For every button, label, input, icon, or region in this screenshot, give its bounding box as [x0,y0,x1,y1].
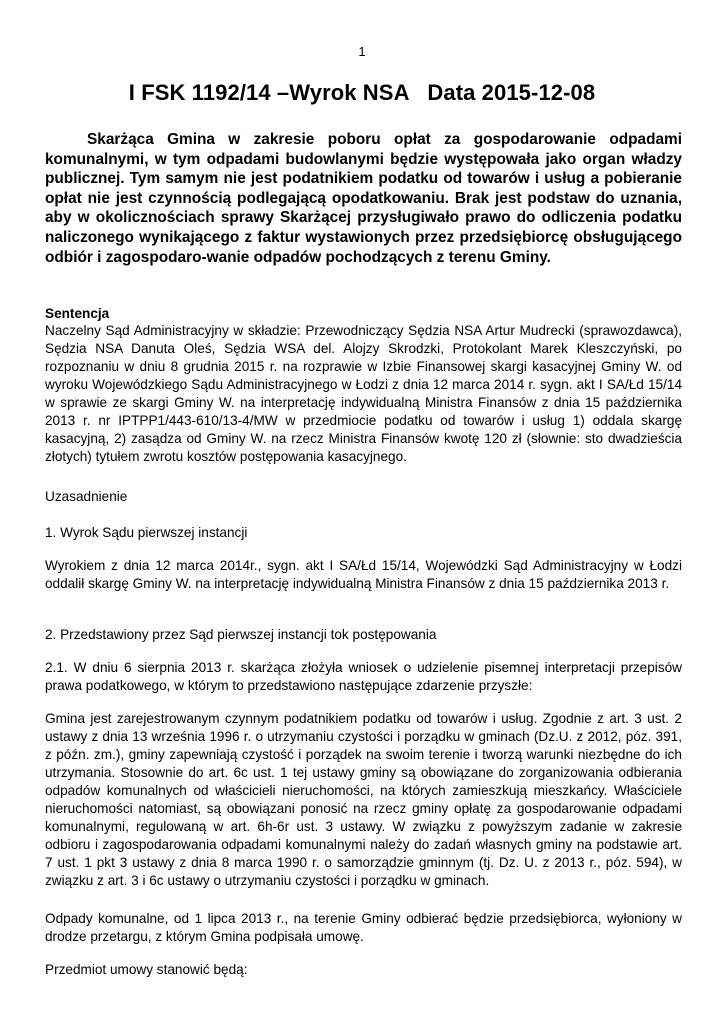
thesis-paragraph: Skarżąca Gmina w zakresie poboru opłat za gospodarowanie odpadami komunalnymi, w tym odpadami budowlanymi będzie występowała jako organ władzy publicznej. Tym samym nie jest podatnikiem podatku od towarów i usług a pobieranie opłat nie jest czynnością podlegającą opodatkowaniu. Brak jest podstaw do uznania, aby w okolicznościach sprawy Skarżącej przysługiwało prawo do odliczenia podatku naliczonego wynikającego z faktur wystawionych przez przedsiębiorcę obsługującego odbiór i zagospodaro-wanie odpadów pochodzących z terenu Gminy. [45,131,682,266]
document-title: I FSK 1192/14 –Wyrok NSA Data 2015-12-08 [128,80,596,105]
sentencja-heading: Sentencja [45,306,110,321]
body-paragraph: Gmina jest zarejestrowanym czynnym podatnikiem podatku od towarów i usług. Zgodnie z art. 3 ust. 2 ustawy z dnia 13 września 1996 r. o utrzymaniu czystości i porządku w gminach (Dz.U. z 2012, póz. 391, z późn. zm.), gminy zapewniają czystość i porządek na swoim terenie i tworzą warunki niezbędne do ich utrzymania. Stosownie do art. 6c ust. 1 tej ustawy gminy są obowiązane do zorganizowania odbierania odpadów komunalnych od właścicieli nieruchomości, na których zamieszkują mieszkańcy. Właściciele nieruchomości natomiast, są obowiązani ponosić na rzecz gminy opłatę za gospodarowanie odpadami komunalnymi, regulowaną w art. 6h-6r ust. 3 ustawy. W związku z powyższym zadanie w zakresie odbioru i zagospodarowania odpadami komunalnymi należy do zadań własnych gminy na podstawie art. 7 ust. 1 pkt 3 ustawy z dnia 8 marca 1990 r. o samorządzie gminnym (tj. Dz. U. z 2013 r., póz. 594), w związku z art. 3 i 6c ustawy o utrzymaniu czystości i porządku w gminach. [45,711,682,888]
uzasadnienie-heading: Uzasadnienie [45,489,128,504]
body-paragraph: Wyrokiem z dnia 12 marca 2014r., sygn. akt I SA/Łd 15/14, Wojewódzki Sąd Administracyjny w Łodzi oddalił skargę Gminy W. na interpretację indywidualną Ministra Finansów z dnia 15 października 2013 r. [45,558,682,591]
section-2-heading: 2. Przedstawiony przez Sąd pierwszej instancji tok postępowania [45,627,437,642]
page-number: 1 [358,44,366,59]
body-paragraph: Odpady komunalne, od 1 lipca 2013 r., na terenie Gminy odbierać będzie przedsiębiorca, wyłoniony w drodze przetargu, z którym Gmina podpisała umowę. [45,911,682,944]
section-1-heading: 1. Wyrok Sądu pierwszej instancji [45,525,248,540]
sentencja-paragraph: Naczelny Sąd Administracyjny w składzie: Przewodniczący Sędzia NSA Artur Mudrecki (sprawozdawca), Sędzia NSA Danuta Oleś, Sędzia WSA del. Alojzy Skrodzki, Protokolant Marek Kleszczyński, po rozpoznaniu w dniu 8 grudnia 2015 r. na rozprawie w Izbie Finansowej skargi kasacyjnej Gminy W. od wyroku Wojewódzkiego Sądu Administracyjnego w Łodzi z dnia 12 marca 2014 r. sygn. akt I SA/Łd 15/14 w sprawie ze skargi Gminy W. na interpretację indywidualną Ministra Finansów z dnia 15 października 2013 r. nr IPTPP1/443-610/13-4/MW w przedmiocie podatku od towarów i usług 1) oddala skargę kasacyjną, 2) zasądza od Gminy W. na rzecz Ministra Finansów kwotę 120 zł (słownie: sto dwadzieścia złotych) tytułem zwrotu kosztów postępowania kasacyjnego. [45,323,682,464]
body-paragraph: 2.1. W dniu 6 sierpnia 2013 r. skarżąca złożyła wniosek o udzielenie pisemnej interpretacji przepisów prawa podatkowego, w którym to przedstawiono następujące zdarzenie przyszłe: [45,660,682,693]
body-paragraph: Przedmiot umowy stanowić będą: [45,962,248,977]
